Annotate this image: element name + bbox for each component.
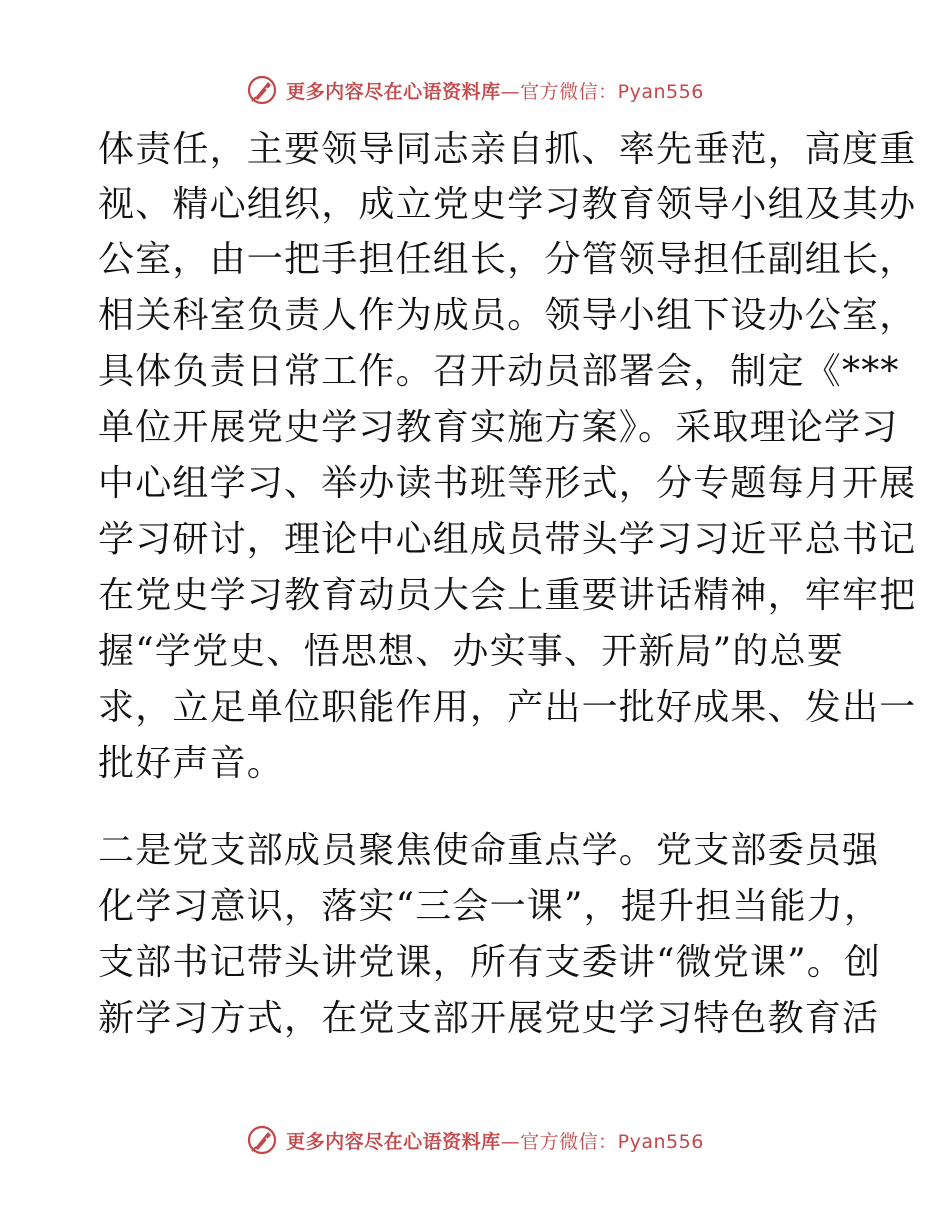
body-line: 二是党支部成员聚焦使命重点学。党支部委员强 xyxy=(98,830,880,871)
body-line: 支部书记带头讲党课，所有支委讲“微党课”。创 xyxy=(98,942,882,983)
body-line: 握“学党史、悟思想、办实事、开新局”的总要 xyxy=(98,631,845,672)
body-line: 求，立足单位职能作用，产出一批好成果、发出一 xyxy=(98,687,917,728)
body-line: 公室，由一把手担任组长，分管领导担任副组长， xyxy=(98,239,917,280)
header-banner-text xyxy=(286,77,704,104)
feather-pen-logo-icon xyxy=(246,74,278,106)
header-banner xyxy=(0,70,950,110)
body-line: 学习研讨，理论中心组成员带头学习习近平总书记 xyxy=(98,519,917,560)
body-line: 新学习方式，在党支部开展党史学习特色教育活 xyxy=(98,998,880,1039)
body-line: 中心组学习、举办读书班等形式，分专题每月开展 xyxy=(98,463,917,504)
body-line: 视、精心组织，成立党史学习教育领导小组及其办 xyxy=(98,184,917,225)
body-line: 批好声音。 xyxy=(98,743,285,784)
body-line: 单位开展党史学习教育实施方案》。采取理论学习 xyxy=(98,407,899,448)
body-line: 在党史学习教育动员大会上重要讲话精神，牢牢把 xyxy=(98,575,917,616)
body-line: 化学习意识，落实“三会一课”，提升担当能力， xyxy=(98,886,882,927)
header-lead-text: 更多内容尽在心语资料库 xyxy=(286,80,501,103)
body-line: 具体负责日常工作。召开动员部署会，制定《*** xyxy=(98,351,900,392)
footer-banner xyxy=(0,1120,950,1160)
footer-banner-text xyxy=(286,1127,704,1154)
body-line: 体责任，主要领导同志亲自抓、率先垂范，高度重 xyxy=(98,129,917,170)
footer-trail-text: —官方微信：Pyan556 xyxy=(500,1130,704,1153)
footer-lead-text: 更多内容尽在心语资料库 xyxy=(286,1130,501,1153)
body-line: 相关科室负责人作为成员。领导小组下设办公室， xyxy=(98,295,917,336)
header-trail-text: —官方微信：Pyan556 xyxy=(500,80,704,103)
feather-pen-logo-icon xyxy=(246,1124,278,1156)
